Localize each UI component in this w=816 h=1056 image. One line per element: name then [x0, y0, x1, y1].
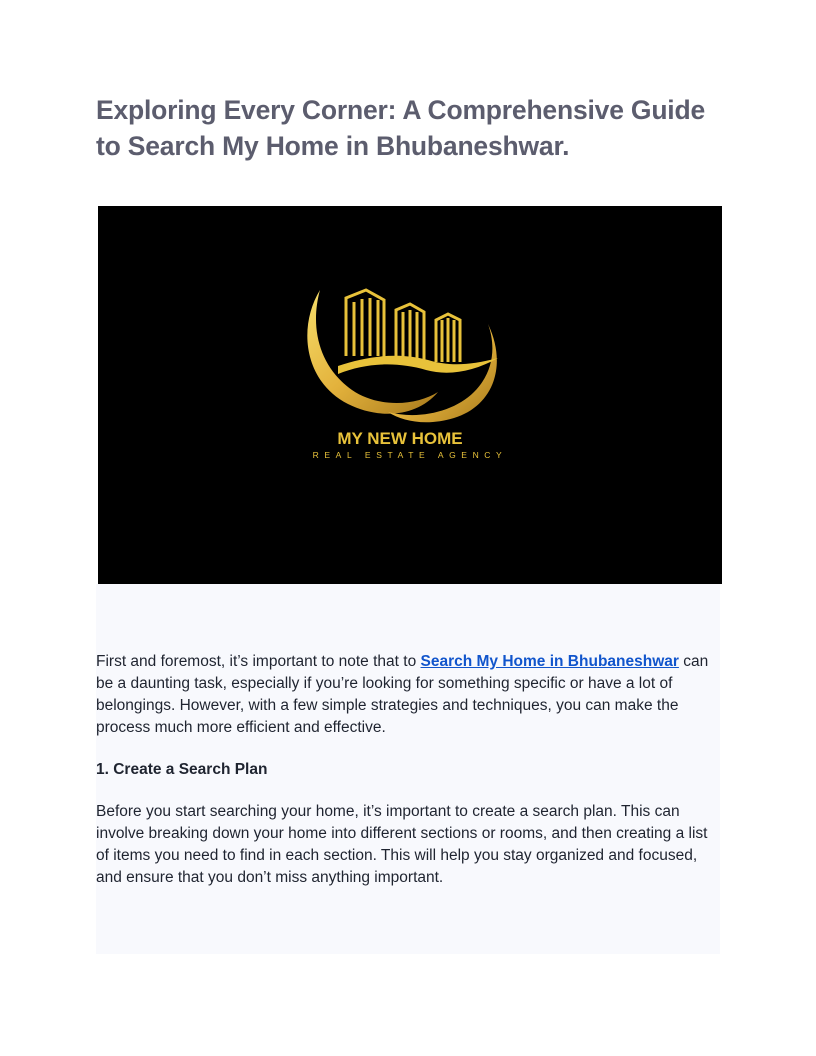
logo-name: MY NEW HOME — [337, 429, 463, 448]
intro-text-after-link: can be a daunting task, especially if you’re looking for something specific or have a lot of belongings. However, with a few simple strategies and techniques, you can make the process much more efficient and effective. — [96, 653, 709, 736]
section-paragraph: Before you start searching your home, it’s important to create a search plan. This can involve breaking down your home into different sections or rooms, and then creating a list of items you need to find in each section. This will help you stay organized and focused, and ensure that you don’t miss anything important. — [96, 803, 708, 886]
logo-tagline: REAL ESTATE AGENCY — [312, 450, 508, 460]
section-heading: 1. Create a Search Plan — [96, 761, 268, 778]
page-title: Exploring Every Corner: A Comprehensive Guide to Search My Home in Bhubaneshwar. — [96, 95, 705, 161]
hero-logo-image — [98, 206, 722, 584]
intro-paragraph — [96, 651, 724, 739]
logo-graphic — [98, 206, 722, 584]
search-my-home-link[interactable]: Search My Home in Bhubaneshwar — [420, 653, 679, 670]
intro-text-before-link: First and foremost, it’s important to note that to — [96, 653, 421, 670]
